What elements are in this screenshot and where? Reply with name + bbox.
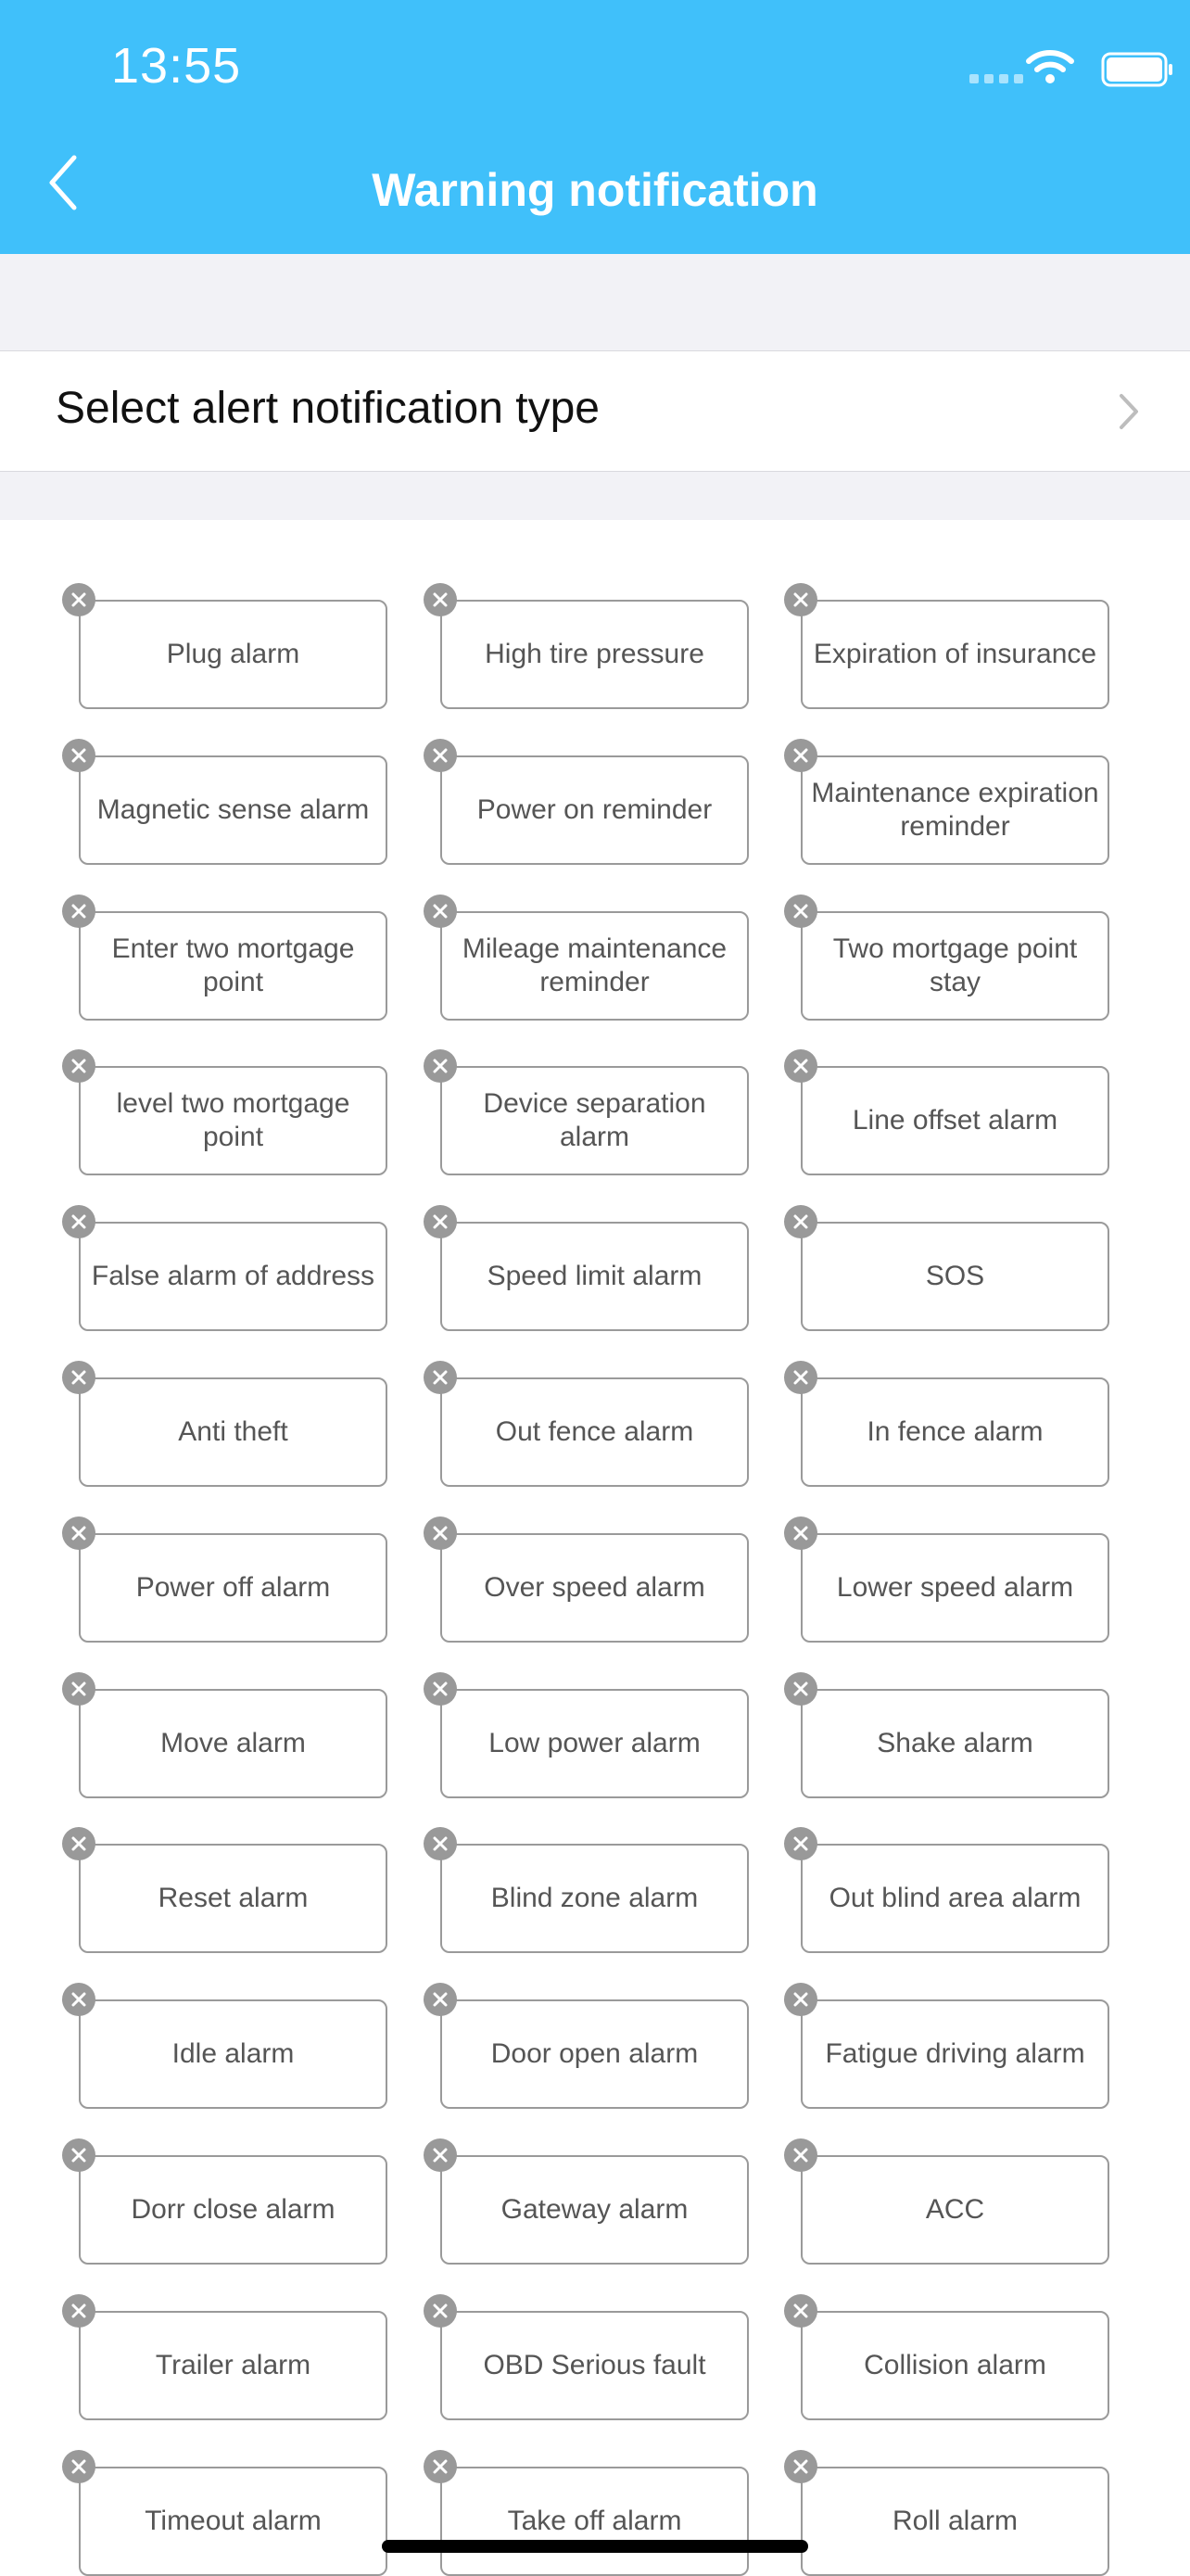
- alarm-chip-label: Speed limit alarm: [487, 1261, 703, 1292]
- remove-alarm-button[interactable]: [62, 2294, 95, 2328]
- alarm-chip: [801, 600, 1109, 709]
- alarm-chip: [440, 1222, 749, 1331]
- remove-alarm-button[interactable]: [424, 895, 457, 928]
- alarm-chip: [440, 600, 749, 709]
- alarm-chip-label: Out fence alarm: [495, 1416, 694, 1447]
- close-icon: [791, 746, 810, 765]
- alarm-chip-label: Lower speed alarm: [836, 1571, 1074, 1603]
- close-icon: [70, 590, 88, 609]
- alarm-chip: [440, 2155, 749, 2265]
- close-icon: [431, 2302, 449, 2320]
- alarm-chip-label: Take off alarm: [507, 2505, 682, 2536]
- close-icon: [70, 1212, 88, 1231]
- alarm-chip: [801, 911, 1109, 1021]
- alarm-chip-label: Anti theft: [178, 1416, 288, 1447]
- remove-alarm-button[interactable]: [784, 2138, 817, 2172]
- alarm-chip-label: Timeout alarm: [145, 2505, 322, 2536]
- alarm-chip: [79, 1377, 387, 1487]
- alarm-chip: [79, 1066, 387, 1175]
- close-icon: [70, 1834, 88, 1853]
- section-spacer: [0, 254, 1190, 351]
- section-spacer: [0, 472, 1190, 520]
- close-icon: [791, 902, 810, 920]
- alarm-chip: [801, 2311, 1109, 2420]
- alarm-chip: [79, 1533, 387, 1643]
- close-icon: [70, 1524, 88, 1542]
- alarm-chip-label: SOS: [925, 1261, 985, 1292]
- close-icon: [70, 1057, 88, 1075]
- remove-alarm-button[interactable]: [424, 1516, 457, 1550]
- close-icon: [431, 1990, 449, 2009]
- alarm-chip-label: Roll alarm: [892, 2505, 1019, 2536]
- close-icon: [791, 1680, 810, 1698]
- alarm-chip: [801, 1222, 1109, 1331]
- remove-alarm-button[interactable]: [62, 1361, 95, 1394]
- close-icon: [431, 1368, 449, 1387]
- signal-icon: [969, 74, 1023, 83]
- alarm-chip-label: Fatigue driving alarm: [825, 2038, 1085, 2070]
- home-indicator: [382, 2540, 808, 2553]
- remove-alarm-button[interactable]: [424, 2138, 457, 2172]
- remove-alarm-button[interactable]: [424, 1983, 457, 2016]
- alarm-chip: [79, 1222, 387, 1331]
- close-icon: [791, 1990, 810, 2009]
- alarm-chip-label: Low power alarm: [488, 1727, 701, 1758]
- alarm-chip: [79, 1999, 387, 2109]
- alarm-chip: [440, 1844, 749, 1953]
- alarm-chip-label: Door open alarm: [490, 2038, 699, 2070]
- alarm-chip-label: Trailer alarm: [155, 2349, 311, 2380]
- close-icon: [70, 2146, 88, 2164]
- close-icon: [431, 746, 449, 765]
- close-icon: [70, 902, 88, 920]
- alarm-chip-label: Two mortgage point stay: [832, 933, 1078, 997]
- remove-alarm-button[interactable]: [424, 583, 457, 616]
- nav-header: [0, 0, 1190, 254]
- alarm-chip-label: Shake alarm: [877, 1727, 1033, 1758]
- close-icon: [431, 1680, 449, 1698]
- remove-alarm-button[interactable]: [424, 1672, 457, 1706]
- battery-icon: [1101, 52, 1175, 87]
- alarm-chip: [79, 755, 387, 865]
- alarm-chip-label: In fence alarm: [867, 1416, 1044, 1447]
- alarm-chip-label: Gateway alarm: [500, 2194, 689, 2225]
- close-icon: [70, 2302, 88, 2320]
- alarm-chip-label: Maintenance expiration reminder: [811, 777, 1099, 842]
- alarm-chip-label: Expiration of insurance: [813, 639, 1097, 669]
- alarm-chip-label: Plug alarm: [166, 639, 300, 669]
- close-icon: [431, 902, 449, 920]
- alarm-chip: [801, 1999, 1109, 2109]
- select-alert-type-row[interactable]: [0, 351, 1190, 472]
- alarm-chip: [440, 1689, 749, 1798]
- remove-alarm-button[interactable]: [784, 2450, 817, 2483]
- alarm-chip: [79, 1844, 387, 1953]
- alarm-chip-label: Collision alarm: [864, 2349, 1046, 2380]
- alarm-chip: [801, 1066, 1109, 1175]
- alarm-chip-label: Line offset alarm: [852, 1105, 1058, 1136]
- alarm-chip: [79, 911, 387, 1021]
- alarm-chip-label: Power on reminder: [476, 793, 713, 825]
- alarm-chip: [79, 2155, 387, 2265]
- alarm-chip-label: Idle alarm: [171, 2038, 295, 2070]
- close-icon: [70, 1990, 88, 2009]
- alarm-chip: [440, 2311, 749, 2420]
- close-icon: [431, 590, 449, 609]
- alarm-chip-label: Over speed alarm: [484, 1571, 705, 1603]
- close-icon: [791, 2146, 810, 2164]
- chevron-right-icon: [1114, 388, 1142, 435]
- select-alert-type-label: Select alert notification type: [56, 384, 600, 433]
- remove-alarm-button[interactable]: [424, 739, 457, 772]
- alarm-chip: [79, 2311, 387, 2420]
- alarm-chip: [801, 755, 1109, 865]
- alarm-chip: [440, 1533, 749, 1643]
- alarm-chip-label: Dorr close alarm: [131, 2194, 335, 2225]
- alarm-chip-label: Out blind area alarm: [829, 1883, 1082, 1914]
- remove-alarm-button[interactable]: [62, 1205, 95, 1238]
- close-icon: [791, 1057, 810, 1075]
- remove-alarm-button[interactable]: [424, 1361, 457, 1394]
- alarm-chip: [801, 1689, 1109, 1798]
- remove-alarm-button[interactable]: [62, 2138, 95, 2172]
- alarm-chip-label: Power off alarm: [135, 1571, 331, 1603]
- remove-alarm-button[interactable]: [784, 1205, 817, 1238]
- alarm-chip-label: Device separation alarm: [483, 1088, 706, 1153]
- page-title: Warning notification: [372, 164, 818, 216]
- remove-alarm-button[interactable]: [424, 2294, 457, 2328]
- remove-alarm-button[interactable]: [784, 1672, 817, 1706]
- alarm-chip: [79, 600, 387, 709]
- remove-alarm-button[interactable]: [62, 583, 95, 616]
- alarm-chip: [79, 1689, 387, 1798]
- close-icon: [431, 2146, 449, 2164]
- close-icon: [791, 1368, 810, 1387]
- alarm-chip-label: Magnetic sense alarm: [96, 793, 370, 825]
- alarm-chip-label: Blind zone alarm: [490, 1883, 699, 1914]
- close-icon: [70, 1680, 88, 1698]
- close-icon: [70, 2457, 88, 2476]
- remove-alarm-button[interactable]: [424, 2450, 457, 2483]
- close-icon: [791, 1834, 810, 1853]
- close-icon: [431, 1212, 449, 1231]
- alarm-chip: [440, 2467, 749, 2576]
- remove-alarm-button[interactable]: [62, 1516, 95, 1550]
- remove-alarm-button[interactable]: [62, 2450, 95, 2483]
- remove-alarm-button[interactable]: [424, 1205, 457, 1238]
- alarm-chip-label: Reset alarm: [158, 1883, 309, 1914]
- remove-alarm-button[interactable]: [784, 583, 817, 616]
- alarm-chip-label: Mileage maintenance reminder: [462, 933, 728, 997]
- alarm-grid: [0, 520, 1190, 2575]
- alarm-chip: [440, 1377, 749, 1487]
- alarm-chip: [79, 2467, 387, 2576]
- alarm-chip: [801, 2155, 1109, 2265]
- remove-alarm-button[interactable]: [784, 1361, 817, 1394]
- remove-alarm-button[interactable]: [784, 739, 817, 772]
- remove-alarm-button[interactable]: [62, 739, 95, 772]
- alarm-chip: [440, 1066, 749, 1175]
- close-icon: [791, 1212, 810, 1231]
- alarm-chip: [801, 1844, 1109, 1953]
- close-icon: [70, 746, 88, 765]
- close-icon: [791, 590, 810, 609]
- alarm-chip-label: OBD Serious fault: [483, 2349, 706, 2380]
- remove-alarm-button[interactable]: [784, 1516, 817, 1550]
- remove-alarm-button[interactable]: [62, 895, 95, 928]
- alarm-chip-label: level two mortgage point: [116, 1088, 350, 1153]
- remove-alarm-button[interactable]: [62, 1672, 95, 1706]
- alarm-chip-label: False alarm of address: [91, 1261, 375, 1292]
- alarm-chip-label: Enter two mortgage point: [111, 933, 355, 997]
- status-time: 13:55: [111, 38, 242, 94]
- close-icon: [431, 1057, 449, 1075]
- close-icon: [791, 1524, 810, 1542]
- alarm-chip: [801, 1377, 1109, 1487]
- alarm-chip: [440, 911, 749, 1021]
- remove-alarm-button[interactable]: [784, 895, 817, 928]
- wifi-icon: [1025, 48, 1075, 85]
- close-icon: [431, 2457, 449, 2476]
- close-icon: [791, 2302, 810, 2320]
- close-icon: [791, 2457, 810, 2476]
- remove-alarm-button[interactable]: [784, 1983, 817, 2016]
- alarm-chip: [440, 755, 749, 865]
- alarm-chip: [801, 1533, 1109, 1643]
- alarm-chip-label: Move alarm: [160, 1727, 306, 1758]
- alarm-chip: [801, 2467, 1109, 2576]
- alarm-chip-label: ACC: [925, 2194, 985, 2225]
- close-icon: [70, 1368, 88, 1387]
- remove-alarm-button[interactable]: [62, 1983, 95, 2016]
- alarm-chip: [440, 1999, 749, 2109]
- close-icon: [431, 1524, 449, 1542]
- close-icon: [431, 1834, 449, 1853]
- alarm-chip-label: High tire pressure: [485, 639, 704, 669]
- remove-alarm-button[interactable]: [784, 2294, 817, 2328]
